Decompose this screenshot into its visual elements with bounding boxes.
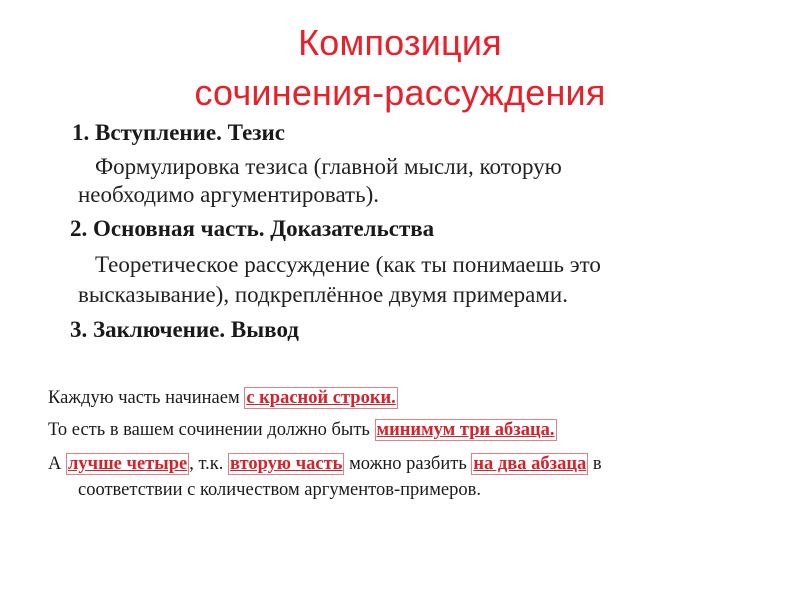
- note-line-3-part-3: можно разбить: [344, 454, 472, 474]
- highlight-min-three-paragraphs: минимум три абзаца.: [376, 420, 555, 440]
- highlight-better-four: лучше четыре: [68, 454, 188, 474]
- section-heading-conclusion: 3. Заключение. Вывод: [70, 317, 299, 342]
- highlight-two-paragraphs: на два абзаца: [473, 454, 587, 474]
- note-line-3-part-2: , т.к.: [189, 454, 229, 474]
- note-line-3-part-1: А: [48, 454, 66, 474]
- slide-title-line-1: Композиция: [298, 22, 502, 63]
- highlight-red-line: с красной строки.: [246, 388, 396, 408]
- note-line-2-text: То есть в вашем сочинении должно быть: [48, 420, 375, 440]
- section-heading-introduction: 1. Вступление. Тезис: [72, 120, 285, 145]
- note-line-4: соответствии с количеством аргументов-примеров.: [78, 480, 481, 500]
- section-text-introduction-line-1: Формулировка тезиса (главной мысли, которую: [95, 154, 562, 179]
- section-heading-main-part: 2. Основная часть. Доказательства: [70, 216, 435, 241]
- note-line-1: [48, 385, 398, 411]
- section-text-main-part-line-2: высказывание), подкреплённое двумя примерами.: [78, 282, 568, 307]
- note-line-3: [48, 451, 602, 477]
- highlight-second-part: вторую часть: [230, 454, 343, 474]
- note-line-1-text: Каждую часть начинаем: [48, 388, 245, 408]
- section-text-main-part-line-1: Теоретическое рассуждение (как ты понимаешь это: [95, 252, 601, 277]
- slide-title-line-2: сочинения-рассуждения: [194, 72, 606, 113]
- note-line-2: [48, 417, 557, 443]
- section-text-introduction-line-2: необходимо аргументировать).: [78, 182, 380, 207]
- note-line-3-part-4: в: [588, 454, 602, 474]
